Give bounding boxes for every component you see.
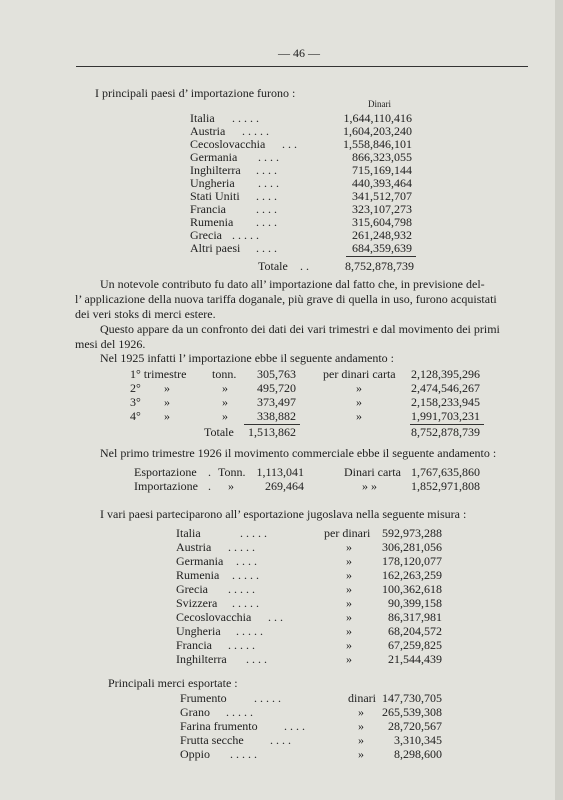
- leader-dots: .: [208, 465, 211, 479]
- import-value: 261,248,932: [352, 228, 412, 242]
- goods-value: 265,539,308: [382, 705, 442, 719]
- quarters-total-tons: 1,513,862: [248, 425, 296, 439]
- leader-dots: . . . .: [258, 176, 279, 190]
- leader-dots: . . . . .: [228, 638, 255, 652]
- country-name: Francia: [176, 638, 212, 652]
- leader-dots: . . . . .: [236, 624, 263, 638]
- export-value: 21,544,439: [388, 652, 442, 666]
- import-value: 341,512,707: [352, 189, 412, 203]
- text-line: dei veri stoks di merci estere.: [75, 307, 216, 321]
- country-name: Inghilterra: [176, 652, 227, 666]
- export-value: 178,120,077: [382, 554, 442, 568]
- tons-value: 495,720: [257, 381, 296, 395]
- country-name: Germania: [176, 554, 224, 568]
- leader-dots: . . . .: [236, 554, 257, 568]
- currency-label: »: [356, 395, 362, 409]
- tons-value: 373,497: [257, 395, 296, 409]
- leader-dots: . . . . .: [228, 582, 255, 596]
- currency-label: »: [346, 582, 352, 596]
- unit-label: Tonn.: [218, 465, 246, 479]
- ditto-mark: »: [222, 409, 228, 423]
- country-name: Stati Uniti: [190, 189, 240, 203]
- export-value: 100,362,618: [382, 582, 442, 596]
- export-value: 162,263,259: [382, 568, 442, 582]
- leader-dots: . . . .: [284, 719, 305, 733]
- country-name: Ungheria: [190, 176, 235, 190]
- country-name: Italia: [190, 111, 215, 125]
- dinari-value: 1,767,635,860: [411, 465, 480, 479]
- leader-dots: . . . . .: [226, 705, 253, 719]
- import-value: 1,644,110,416: [343, 111, 412, 125]
- quarter-label: 2°: [130, 381, 141, 395]
- leader-dots: . . . . .: [242, 124, 269, 138]
- country-name: Inghilterra: [190, 163, 241, 177]
- leader-dots: . . . . .: [232, 596, 259, 610]
- ditto-mark: »: [164, 409, 170, 423]
- quarter-label: 1° trimestre: [130, 367, 187, 381]
- goods-value: 3,310,345: [394, 733, 442, 747]
- currency-label: »: [356, 409, 362, 423]
- country-name: Francia: [190, 202, 226, 216]
- goods-name: Farina frumento: [180, 719, 258, 733]
- currency-label: »: [346, 554, 352, 568]
- ditto-mark: »: [164, 395, 170, 409]
- header-rule: [76, 66, 528, 67]
- export-value: 86,317,981: [388, 610, 442, 624]
- currency-label: per dinari carta: [323, 367, 396, 381]
- currency-label: »: [358, 733, 364, 747]
- export-value: 90,399,158: [388, 596, 442, 610]
- currency-label: »: [346, 638, 352, 652]
- leader-dots: . . . .: [256, 163, 277, 177]
- country-name: Italia: [176, 526, 201, 540]
- currency-label: »: [358, 747, 364, 761]
- leader-dots: . . . . .: [240, 526, 267, 540]
- country-name: Austria: [190, 124, 226, 138]
- dinari-value: 1,852,971,808: [411, 479, 480, 493]
- currency-label: »: [346, 568, 352, 582]
- tons-value: 269,464: [265, 479, 304, 493]
- leader-dots: .: [208, 479, 211, 493]
- country-name: Cecoslovacchia: [190, 137, 266, 151]
- import-value: 1,604,203,240: [343, 124, 412, 138]
- leader-dots: . . . . .: [232, 568, 259, 582]
- leader-dots: . . . . .: [254, 691, 281, 705]
- text-line: Nel 1925 infatti l’ importazione ebbe il seguente andamento :: [100, 351, 395, 365]
- dinari-value: 2,158,233,945: [411, 395, 480, 409]
- currency-label: » »: [362, 479, 377, 493]
- import-total-rule: [346, 256, 416, 257]
- trade-label: Esportazione: [134, 465, 197, 479]
- text-line: Un notevole contributo fu dato all’ importazione dal fatto che, in previsione del-: [100, 277, 485, 291]
- ditto-mark: »: [222, 395, 228, 409]
- country-name: Grecia: [190, 228, 222, 242]
- import-value: 1,558,846,101: [343, 137, 412, 151]
- import-total-label: Totale: [258, 259, 288, 273]
- country-name: Rumenia: [190, 215, 234, 229]
- country-name: Altri paesi: [190, 241, 241, 255]
- leader-dots: . . . . .: [230, 747, 257, 761]
- tons-value: 1,113,041: [256, 465, 304, 479]
- leader-dots: . . . .: [256, 241, 277, 255]
- currency-label: »: [346, 652, 352, 666]
- currency-label: dinari: [348, 691, 376, 705]
- import-value: 866,323,055: [352, 150, 412, 164]
- currency-label: »: [346, 540, 352, 554]
- leader-dots: . . . .: [270, 733, 291, 747]
- goods-value: 147,730,705: [382, 691, 442, 705]
- leader-dots: . . .: [282, 137, 297, 151]
- import-value: 315,604,798: [352, 215, 412, 229]
- country-name: Cecoslovacchia: [176, 610, 252, 624]
- import-value: 684,359,639: [352, 241, 412, 255]
- goods-name: Oppio: [180, 747, 210, 761]
- country-name: Ungheria: [176, 624, 221, 638]
- trade-label: Importazione: [134, 479, 198, 493]
- quarters-total-value: 8,752,878,739: [411, 425, 480, 439]
- leader-dots: . .: [300, 259, 309, 273]
- leader-dots: . . . .: [256, 202, 277, 216]
- ditto-mark: »: [228, 479, 234, 493]
- import-value: 440,393,464: [352, 176, 412, 190]
- country-name: Austria: [176, 540, 212, 554]
- quarter-label: 4°: [130, 409, 141, 423]
- leader-dots: . . .: [268, 610, 283, 624]
- tons-value: 305,763: [257, 367, 296, 381]
- goods-name: Grano: [180, 705, 210, 719]
- goods-heading: Principali merci esportate :: [108, 676, 238, 690]
- currency-label: »: [346, 624, 352, 638]
- export-value: 306,281,056: [382, 540, 442, 554]
- dinari-value: 2,474,546,267: [411, 381, 480, 395]
- currency-label: »: [346, 610, 352, 624]
- text-line: I vari paesi parteciparono all’ esportazione jugoslava nella seguente misura :: [100, 507, 467, 521]
- leader-dots: . . . . .: [232, 228, 259, 242]
- country-name: Svizzera: [176, 596, 218, 610]
- text-line: Nel primo trimestre 1926 il movimento commerciale ebbe il seguente andamento :: [100, 446, 497, 460]
- currency-label: Dinari carta: [344, 465, 401, 479]
- leader-dots: . . . .: [258, 150, 279, 164]
- leader-dots: . . . . .: [228, 540, 255, 554]
- text-line: l’ applicazione della nuova tariffa doganale, più grave di quella in uso, furono acquistati: [75, 292, 497, 306]
- page-number: — 46 —: [278, 46, 320, 60]
- goods-value: 28,720,567: [388, 719, 442, 733]
- goods-name: Frumento: [180, 691, 227, 705]
- country-name: Grecia: [176, 582, 208, 596]
- text-line: Questo appare da un confronto dei dati dei vari trimestri e dal movimento dei primi: [100, 322, 500, 336]
- quarter-label: 3°: [130, 395, 141, 409]
- quarters-total-label: Totale: [204, 425, 234, 439]
- leader-dots: . . . .: [246, 652, 267, 666]
- leader-dots: . . . .: [256, 189, 277, 203]
- currency-label: »: [356, 381, 362, 395]
- currency-label: »: [346, 596, 352, 610]
- intro-text: I principali paesi d’ importazione furono :: [95, 86, 296, 100]
- leader-dots: . . . .: [256, 215, 277, 229]
- text-line: mesi del 1926.: [75, 337, 146, 351]
- currency-label: »: [358, 719, 364, 733]
- export-value: 592,973,288: [382, 526, 442, 540]
- ditto-mark: »: [164, 381, 170, 395]
- unit-label: tonn.: [212, 367, 237, 381]
- import-total-value: 8,752,878,739: [345, 259, 414, 273]
- currency-label: per dinari: [324, 526, 371, 540]
- dinari-value: 2,128,395,296: [411, 367, 480, 381]
- ditto-mark: »: [222, 381, 228, 395]
- country-name: Germania: [190, 150, 238, 164]
- dinari-value: 1,991,703,231: [411, 409, 480, 423]
- tons-value: 338,882: [257, 409, 296, 423]
- page-edge-shadow: [555, 0, 563, 800]
- export-value: 67,259,825: [388, 638, 442, 652]
- export-value: 68,204,572: [388, 624, 442, 638]
- import-value: 323,107,273: [352, 202, 412, 216]
- currency-header: Dinari: [368, 99, 391, 109]
- goods-name: Frutta secche: [180, 733, 244, 747]
- currency-label: »: [358, 705, 364, 719]
- import-value: 715,169,144: [352, 163, 412, 177]
- leader-dots: . . . . .: [232, 111, 259, 125]
- country-name: Rumenia: [176, 568, 220, 582]
- goods-value: 8,298,600: [394, 747, 442, 761]
